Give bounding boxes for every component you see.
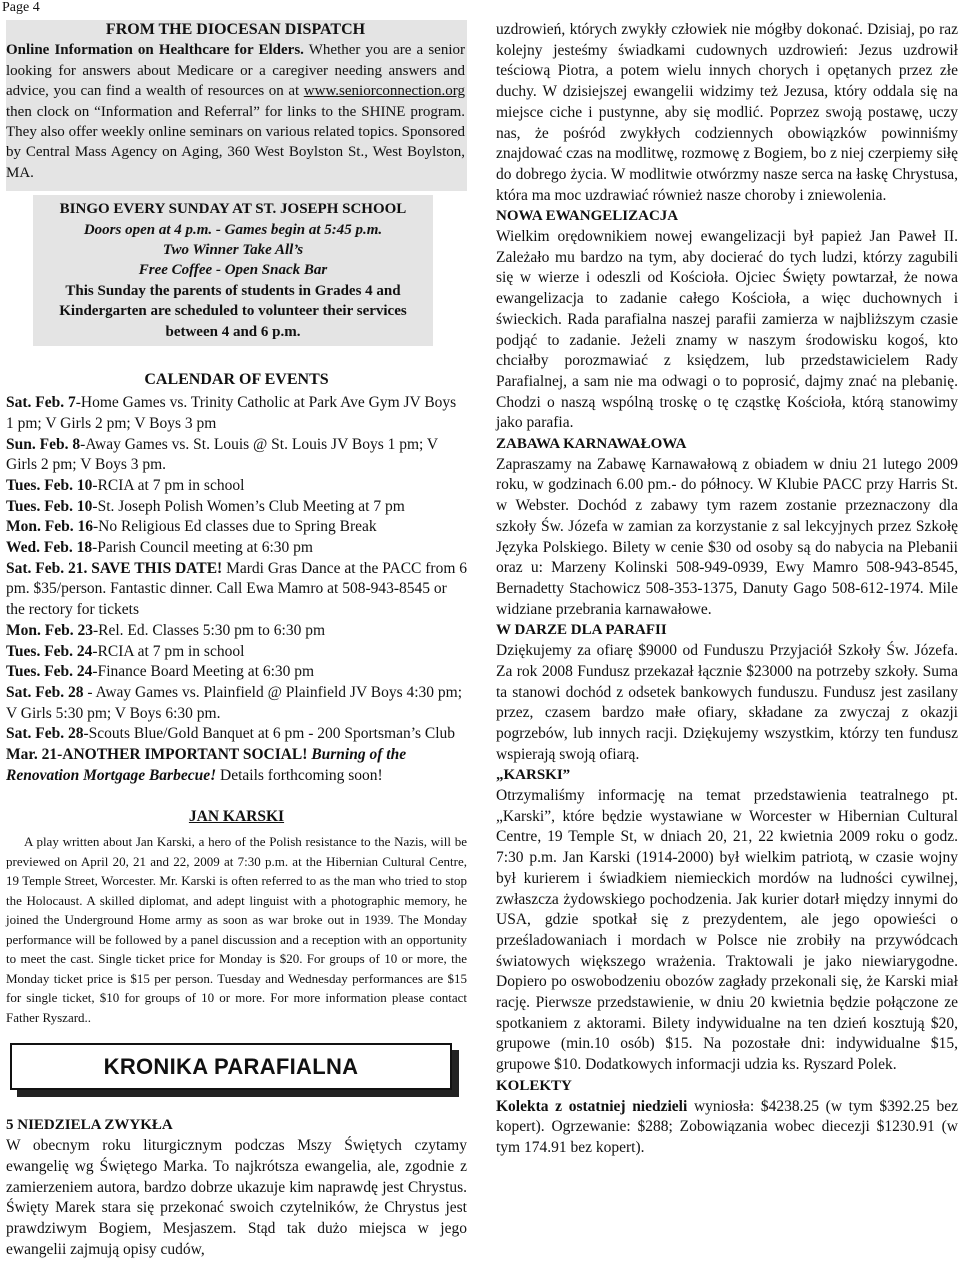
kronika-title: KRONIKA PARAFIALNA	[103, 1054, 359, 1080]
jan-karski-title: JAN KARSKI	[188, 808, 285, 826]
kronika-banner	[10, 1043, 459, 1097]
zabawa-heading: ZABAWA KARNAWAŁOWA	[496, 436, 687, 453]
bingo-times: Doors open at 4 p.m. - Games begin at 5:45 p.m.	[83, 221, 383, 238]
zabawa-body: Zapraszamy na Zabawę Karnawałową z obiadem w dniu 21 lutego 2009 roku, w godzinach 6.00 pm.- do północy. W Klubie PACC przy Harris St. w Webster. Dochód z zabawy tym razem zostanie przeznaczony dla szkoły Św. Józefa w zamian za korzystanie z sal lekcyjnych przez Szkołę Języka Polskiego. Bilety w cenie $30 od osoby są do nabycia na Plebanii oraz u: Marzeny Kolinski 508-949-0939, Ewy Mamro 508-943-8545, Bernadetty Stachowicz 508-353-1375, Danuty Gago 508-612-1974. Mile widziane przebrania karnawałowe.	[496, 455, 958, 618]
event-item	[6, 476, 467, 497]
kolekty-body	[496, 1097, 958, 1159]
event-item	[6, 642, 467, 663]
kronika-banner-frame	[10, 1043, 452, 1090]
kolekty-text: wyniosła: $4238.25 (w tym $392.25 bez kopert). Ogrzewanie: $288; Zobowiązania wobec diecezji $1230.91 (w tym 174.91 bez kopert).	[496, 1097, 958, 1156]
left-column	[6, 20, 467, 1260]
event-item	[6, 497, 467, 518]
event-text: -Parish Council meeting at 6:30 pm	[92, 539, 313, 557]
event-text: -Finance Board Meeting at 6:30 pm	[92, 663, 315, 681]
event-item	[6, 724, 467, 745]
event-text: -Rel. Ed. Classes 5:30 pm to 6:30 pm	[92, 621, 326, 639]
event-date: Sat. Feb. 7	[6, 394, 76, 412]
event-date: Sun. Feb. 8	[6, 435, 81, 453]
kolekty-heading: KOLEKTY	[496, 1077, 572, 1094]
karski-pl-heading: „KARSKI”	[496, 767, 571, 784]
calendar-title: CALENDAR OF EVENTS	[144, 371, 329, 389]
event-date: Tues. Feb. 24	[6, 642, 93, 660]
bingo-coffee: Free Coffee - Open Snack Bar	[138, 262, 328, 279]
event-highlight: Burning of the Renovation Mortgage Barbecue!	[6, 746, 407, 784]
ewangelizacja-heading: NOWA EWANGELIZACJA	[496, 208, 679, 225]
event-date: Sat. Feb. 21. SAVE THIS DATE!	[6, 559, 223, 577]
event-text: - Away Games vs. Plainfield @ Plainfield JV Boys 4:30 pm; V Girls 5:30 pm; V Boys 6:30 pm.	[6, 683, 463, 722]
bingo-title: BINGO EVERY SUNDAY AT ST. JOSEPH SCHOOL	[59, 201, 407, 218]
event-date: Tues. Feb. 24	[6, 663, 93, 681]
event-item	[6, 621, 467, 642]
dispatch-text-2: then clock on “Information and Referral” for links to the SHINE program. They also offer weekly online seminars on various related topics. Sponsored by Central Mass Agency on Aging, 360 West Boylston St., West Boylston, MA.	[6, 103, 465, 181]
event-date: Mon. Feb. 16	[6, 518, 93, 536]
niedziela-body-start: W obecnym roku liturgicznym podczas Mszy Świętych czytamy ewangelię wg Świętego Marka. To najkrótsza ewangelia, ale, zgodnie z zamierzeniem autora, bardzo dobrze ukazuje kim naprawdę jest Chrystus. Święty Marek stara się przekonać swoich czytelników, że Chrystus jest prawdziwym Bogiem, Mesjaszem. Stąd tak dużo miejsca w jego ewangelii zajmują opisy cudów,	[6, 1137, 467, 1258]
event-item	[6, 559, 467, 621]
niedziela-body-continued: uzdrowień, których zwykły człowiek nie mógłby dokonać. Dzisiaj, po raz kolejny jesteśmy świadkami cudownych uzdrowień: Jezus uzdrowił teściową Piotra, a potem wielu innych chorych i opętanych przez złe duchy. W dzisiejszej ewangelii widzimy też Jezusa, który oddala się na miejsce ciche i pustynne, aby się modlić. Poprzez swoją postawę, uczy nas, że pośród zwykłych codziennych obowiązków powinniśmy znajdować czas na modlitwę, rozmowę z Bogiem, bo z niej czerpiemy siłę do dobrego życia. W modlitwie otwórzmy nasze serca na łaskę Chrystusa, która ma moc uzdrawiać również nasze choroby i zniewolenia.	[496, 21, 958, 204]
event-text: -Away Games vs. St. Louis @ St. Louis JV Boys 1 pm; V Girls 2 pm; V Boys 3 pm.	[6, 435, 438, 474]
dispatch-body	[6, 40, 465, 183]
event-date: Sat. Feb. 28	[6, 683, 84, 701]
darze-heading: W DARZE DLA PARAFII	[496, 622, 667, 639]
dispatch-lead: Online Information on Healthcare for Elders.	[6, 42, 304, 59]
dispatch-text-1: Whether you are a senior looking for answers about Medicare or a caregiver needing answers and advice, you can find a wealth of resources on at	[6, 42, 465, 100]
event-text: -RCIA at 7 pm in school	[92, 476, 245, 494]
right-column	[496, 20, 958, 1159]
seniorconnection-link[interactable]: www.seniorconnection.org	[303, 83, 465, 100]
karski-pl-body: Otrzymaliśmy informację na temat przedstawienia teatralnego pt. „Karski”, które będzie wystawiane w Worcester w Hibernian Cultural Centre, 19 Temple St, w dniach 20, 21, 22 kwietnia 2009 roku o godz. 7:30 p.m. Jan Karski (1914-2000) był wielkim patriotą, w czasie wojny był kurierem i świadkiem niemieckich mordów na ludności cywilnej, zwłaszcza żydowskiego pochodzenia. Jak kurier dotarł między innymi do USA, gdzie spotkał się z prezydentem, ale jego opowieści o prześladowaniach i mordach w Polsce nie zrobiły na przywódcach światowych większego wrażenia. Traktowali je jako niewiarygodne. Dopiero po oswobodzeniu obozów zagłady przekonali się, że Karski miał rację. Pierwsze przedstawienie, w dniu 20 kwietnia będzie połączone ze spotkaniem z aktorami. Bilety indywidualne na ten dzień kosztują $20, grupowe (min.10 osób) $15. Na pozostałe dni: indywidualne $15, grupowe $10. Dodatkowych informacji udzia ks. Ryszard Polek.	[496, 787, 958, 1074]
event-text: Mardi Gras Dance at the PACC from 6 pm. $35/person. Fantastic dinner. Call Ewa Mamro at 508-943-8545 or the rectory for tickets	[6, 559, 468, 619]
event-date: Tues. Feb. 10	[6, 476, 93, 494]
event-date: Mon. Feb. 23	[6, 621, 93, 639]
event-item	[6, 517, 467, 538]
event-item	[6, 662, 467, 683]
event-text: Details forthcoming soon!	[216, 766, 383, 784]
event-text: -St. Joseph Polish Women’s Club Meeting at 7 pm	[92, 497, 405, 515]
event-item	[6, 393, 467, 434]
event-item	[6, 538, 467, 559]
bingo-parents-note: This Sunday the parents of students in Grades 4 and Kindergarten are scheduled to volunteer their services between 4 and 6 p.m.	[59, 282, 407, 340]
bingo-box	[33, 195, 433, 346]
niedziela-heading: 5 NIEDZIELA ZWYKŁA	[6, 1117, 173, 1134]
event-date: Mar. 21-ANOTHER IMPORTANT SOCIAL!	[6, 746, 308, 764]
kolekty-lead: Kolekta z ostatniej niedzieli	[496, 1097, 688, 1115]
event-text: -Scouts Blue/Gold Banquet at 6 pm - 200 Sportsman’s Club	[83, 725, 456, 743]
event-text: -RCIA at 7 pm in school	[92, 642, 245, 660]
bingo-winner: Two Winner Take All’s	[162, 242, 304, 259]
darze-body: Dziękujemy za ofiarę $9000 od Funduszu Przyjaciół Szkoły Św. Józefa. Za rok 2008 Fundusz przekazał łącznie $23000 na potrzeby szkoły. Suma ta stanowi dochód z odsetek bankowych funduszu. Fundusz jest zasilany przez, czasem bardzo małe ofiary, składane za zwyczaj z okazji pogrzebów, lub innych racji. Dziękujemy wszystkim, którzy ten fundusz wspierają swoją ofiarą.	[496, 642, 958, 763]
jan-karski-body: A play written about Jan Karski, a hero of the Polish resistance to the Nazis, will be previewed on April 20, 21 and 22, 2009 at 7:30 p.m. at the Hibernian Cultural Centre, 19 Temple Street, Worcester. Mr. Karski is often referred to as the man who tried to stop the Holocaust. A skilled diplomat, and adept linguist with a photographic memory, he joined the Underground Home army as soon as war broke out in 1939. The Monday performance will be followed by a panel discussion and a reception with an opportunity to meet the cast. Single ticket price for Monday is $20. For groups of 10 or more, the Monday ticket price is $15 per person. Tuesday and Wednesday performances are $15 for single ticket, $10 for groups of 10 or more. For more information please contact Father Ryszard..	[6, 834, 467, 1025]
event-date: Wed. Feb. 18	[6, 539, 93, 557]
page-number: Page 4	[2, 0, 40, 15]
ewangelizacja-body: Wielkim orędownikiem nowej ewangelizacji był papież Jan Paweł II. Zależało mu bardzo na tym, aby docierać do tych ludzi, którzy zagubili się w wierze i odeszli od Kościoła. Ojciec Święty powtarzał, że nowa ewangelizacja to zadanie całego Kościoła, a więc duchownych i świeckich. Rada parafialna naszej parafii zamierza w najbliższym czasie podjąć to zadanie. Jeżeli znamy w naszym środowisku kogoś, kto chciałby porozmawiać z księdzem, lub przedstawicielem Rady Parafialnej, a sam nie ma odwagi o to poprosić, dajmy znać na plebanię. Chodzi o naszą wspólną troskę o tę cząstkę Kościoła, którą stanowimy jako parafia.	[496, 228, 958, 432]
event-item-social	[6, 745, 467, 786]
event-text: -No Religious Ed classes due to Spring Break	[92, 518, 377, 536]
event-item	[6, 435, 467, 476]
diocesan-dispatch-box	[6, 20, 467, 191]
dispatch-title: FROM THE DIOCESAN DISPATCH	[105, 21, 366, 38]
event-date: Tues. Feb. 10	[6, 497, 93, 515]
event-date: Sat. Feb. 28	[6, 725, 84, 743]
calendar-events	[6, 393, 467, 786]
event-text: -Home Games vs. Trinity Catholic at Park Ave Gym JV Boys 1 pm; V Girls 2 pm; V Boys 3 pm	[6, 394, 457, 432]
event-item	[6, 683, 467, 724]
